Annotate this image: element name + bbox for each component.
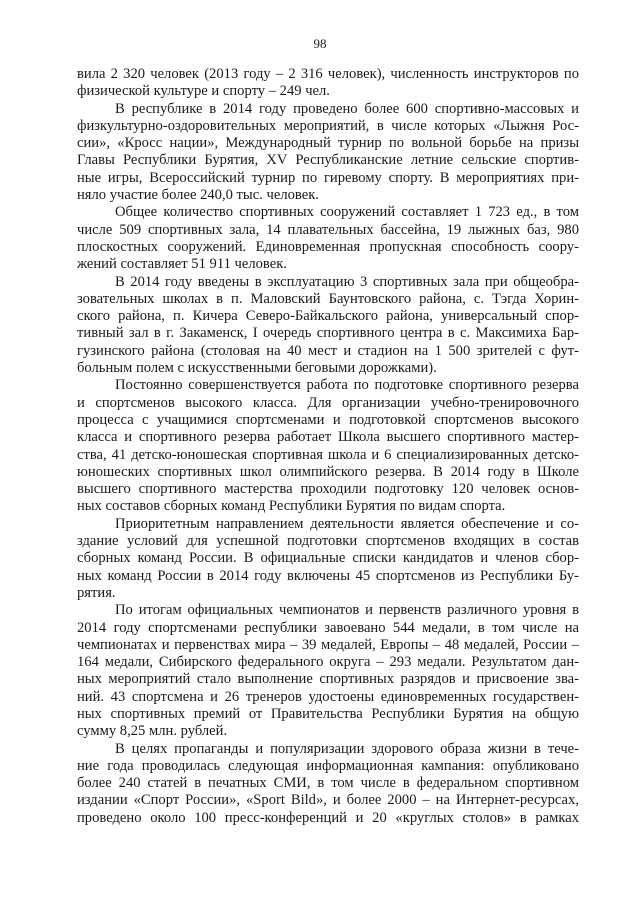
text-line: жений составляет 51 911 человек.: [77, 256, 287, 273]
text-line: Общее количество спортивных сооружений составляет 1 723 ед., в том: [115, 204, 579, 221]
text-line: Главы Республики Бурятия, XV Республиканские летние сельские спортив-: [77, 152, 579, 169]
text-line: ных спортивных премий от Правительства Республики Бурятия на общую: [77, 705, 579, 722]
text-line: здание условий для успешной подготовки спортсменов входящих в состав: [77, 533, 579, 550]
text-line: рятия.: [77, 584, 116, 601]
text-line: вила 2 320 человек (2013 году – 2 316 человек), численность инструкторов по: [77, 66, 579, 82]
text-line: физкультурно-оздоровительных мероприятий, в числе которых «Лыжня Рос-: [77, 117, 579, 134]
paragraph-6: [77, 516, 579, 602]
text-line: гузинского района (столовая на 40 мест и стадион на 1 500 зрителей с фут-: [77, 342, 579, 359]
text-line: плоскостных сооружений. Единовременная пропускная способность соору-: [77, 238, 579, 255]
text-line: Приоритетным направлением деятельности является обеспечение и со-: [115, 515, 579, 532]
text-line: тивный зал в г. Закаменск, I очередь спортивного центра в с. Максимиха Бар-: [77, 325, 579, 342]
paragraph-3: [77, 204, 579, 273]
text-line: издании «Спорт России», «Sport Bild», и более 2000 – на Интернет-ресурсах,: [77, 792, 579, 809]
text-line: больным полем с искусственными беговыми дорожками).: [77, 360, 437, 377]
text-line: высшего спортивного мастерства проходили подготовку 120 человек основ-: [77, 481, 579, 498]
text-line: 164 медали, Сибирского федерального округа – 293 медали. Результатом дан-: [77, 654, 579, 671]
text-line: числе 509 спортивных зала, 14 плавательных бассейна, 19 лыжных баз, 980: [77, 221, 579, 238]
text-line: По итогам официальных чемпионатов и первенств различного уровня в: [115, 602, 579, 619]
text-line: В республике в 2014 году проведено более 600 спортивно-массовых и: [115, 100, 579, 117]
text-line: физической культуре и спорту – 249 чел.: [77, 83, 330, 100]
text-line: процесса с учащимися спортсменами и подготовкой спортсменов высокого: [77, 411, 579, 428]
text-line: В целях пропаганды и популяризации здорового образа жизни в тече-: [115, 740, 579, 757]
text-line: В 2014 году введены в эксплуатацию 3 спортивных зала при общеобра-: [115, 273, 579, 290]
paragraph-4: [77, 274, 579, 378]
text-line: сии», «Кросс нации», Международный турнир по вольной борьбе на призы: [77, 135, 579, 152]
text-line: ных составов сборных команд Республики Бурятия по видам спорта.: [77, 498, 506, 515]
text-line: ского района, п. Кичера Северо-Байкальского района, универсальный спор-: [77, 308, 579, 325]
text-line: ных команд России в 2014 году включены 45 спортсменов из Республики Бу-: [77, 567, 579, 584]
text-line: ний. 43 спортсмена и 26 тренеров удостоены единовременных государствен-: [77, 688, 579, 705]
text-line: чемпионатах и первенствах мира – 39 медалей, Европы – 48 медалей, России –: [77, 636, 579, 653]
paragraph-2: [77, 101, 579, 205]
body-text: [77, 66, 579, 827]
text-line: проведено около 100 пресс-конференций и 20 «круглых столов» в рамках: [77, 809, 579, 826]
text-line: Постоянно совершенствуется работа по подготовке спортивного резерва: [115, 377, 579, 394]
text-line: класса и спортивного резерва работает Школа высшего спортивного мастер-: [77, 429, 579, 446]
paragraph-5: [77, 377, 579, 515]
text-line: юношеских спортивных школ олимпийского резерва. В 2014 году в Школе: [77, 463, 579, 480]
text-line: ных мероприятий стало выполнение спортивных разрядов и присвоение зва-: [77, 671, 579, 688]
text-line: ства, 41 детско-юношеская спортивная школа и 6 специализированных детско-: [77, 446, 579, 463]
page-number: 98: [313, 36, 327, 51]
text-line: более 240 статей в печатных СМИ, в том числе в федеральном спортивном: [77, 775, 579, 792]
text-line: зовательных школах в п. Маловский Баунтовского района, с. Тэгда Хорин-: [77, 290, 579, 307]
paragraph-8: [77, 741, 579, 827]
text-line: 2014 году спортсменами республики завоевано 544 медали, в том числе на: [77, 619, 579, 636]
text-line: ные игры, Всероссийский турнир по гиревому спорту. В мероприятиях при-: [77, 169, 579, 186]
text-line: ние года проводилась следующая информационная кампания: опубликовано: [77, 757, 579, 774]
text-line: и спортсменов высокого класса. Для организации учебно-тренировочного: [77, 394, 579, 411]
text-line: няло участие более 240,0 тыс. человек.: [77, 187, 319, 204]
text-line: сумму 8,25 млн. рублей.: [77, 723, 228, 740]
paragraph-7: [77, 602, 579, 740]
text-line: сборных команд России. В официальные списки кандидатов и членов сбор-: [77, 550, 579, 567]
paragraph-1: [77, 66, 579, 101]
